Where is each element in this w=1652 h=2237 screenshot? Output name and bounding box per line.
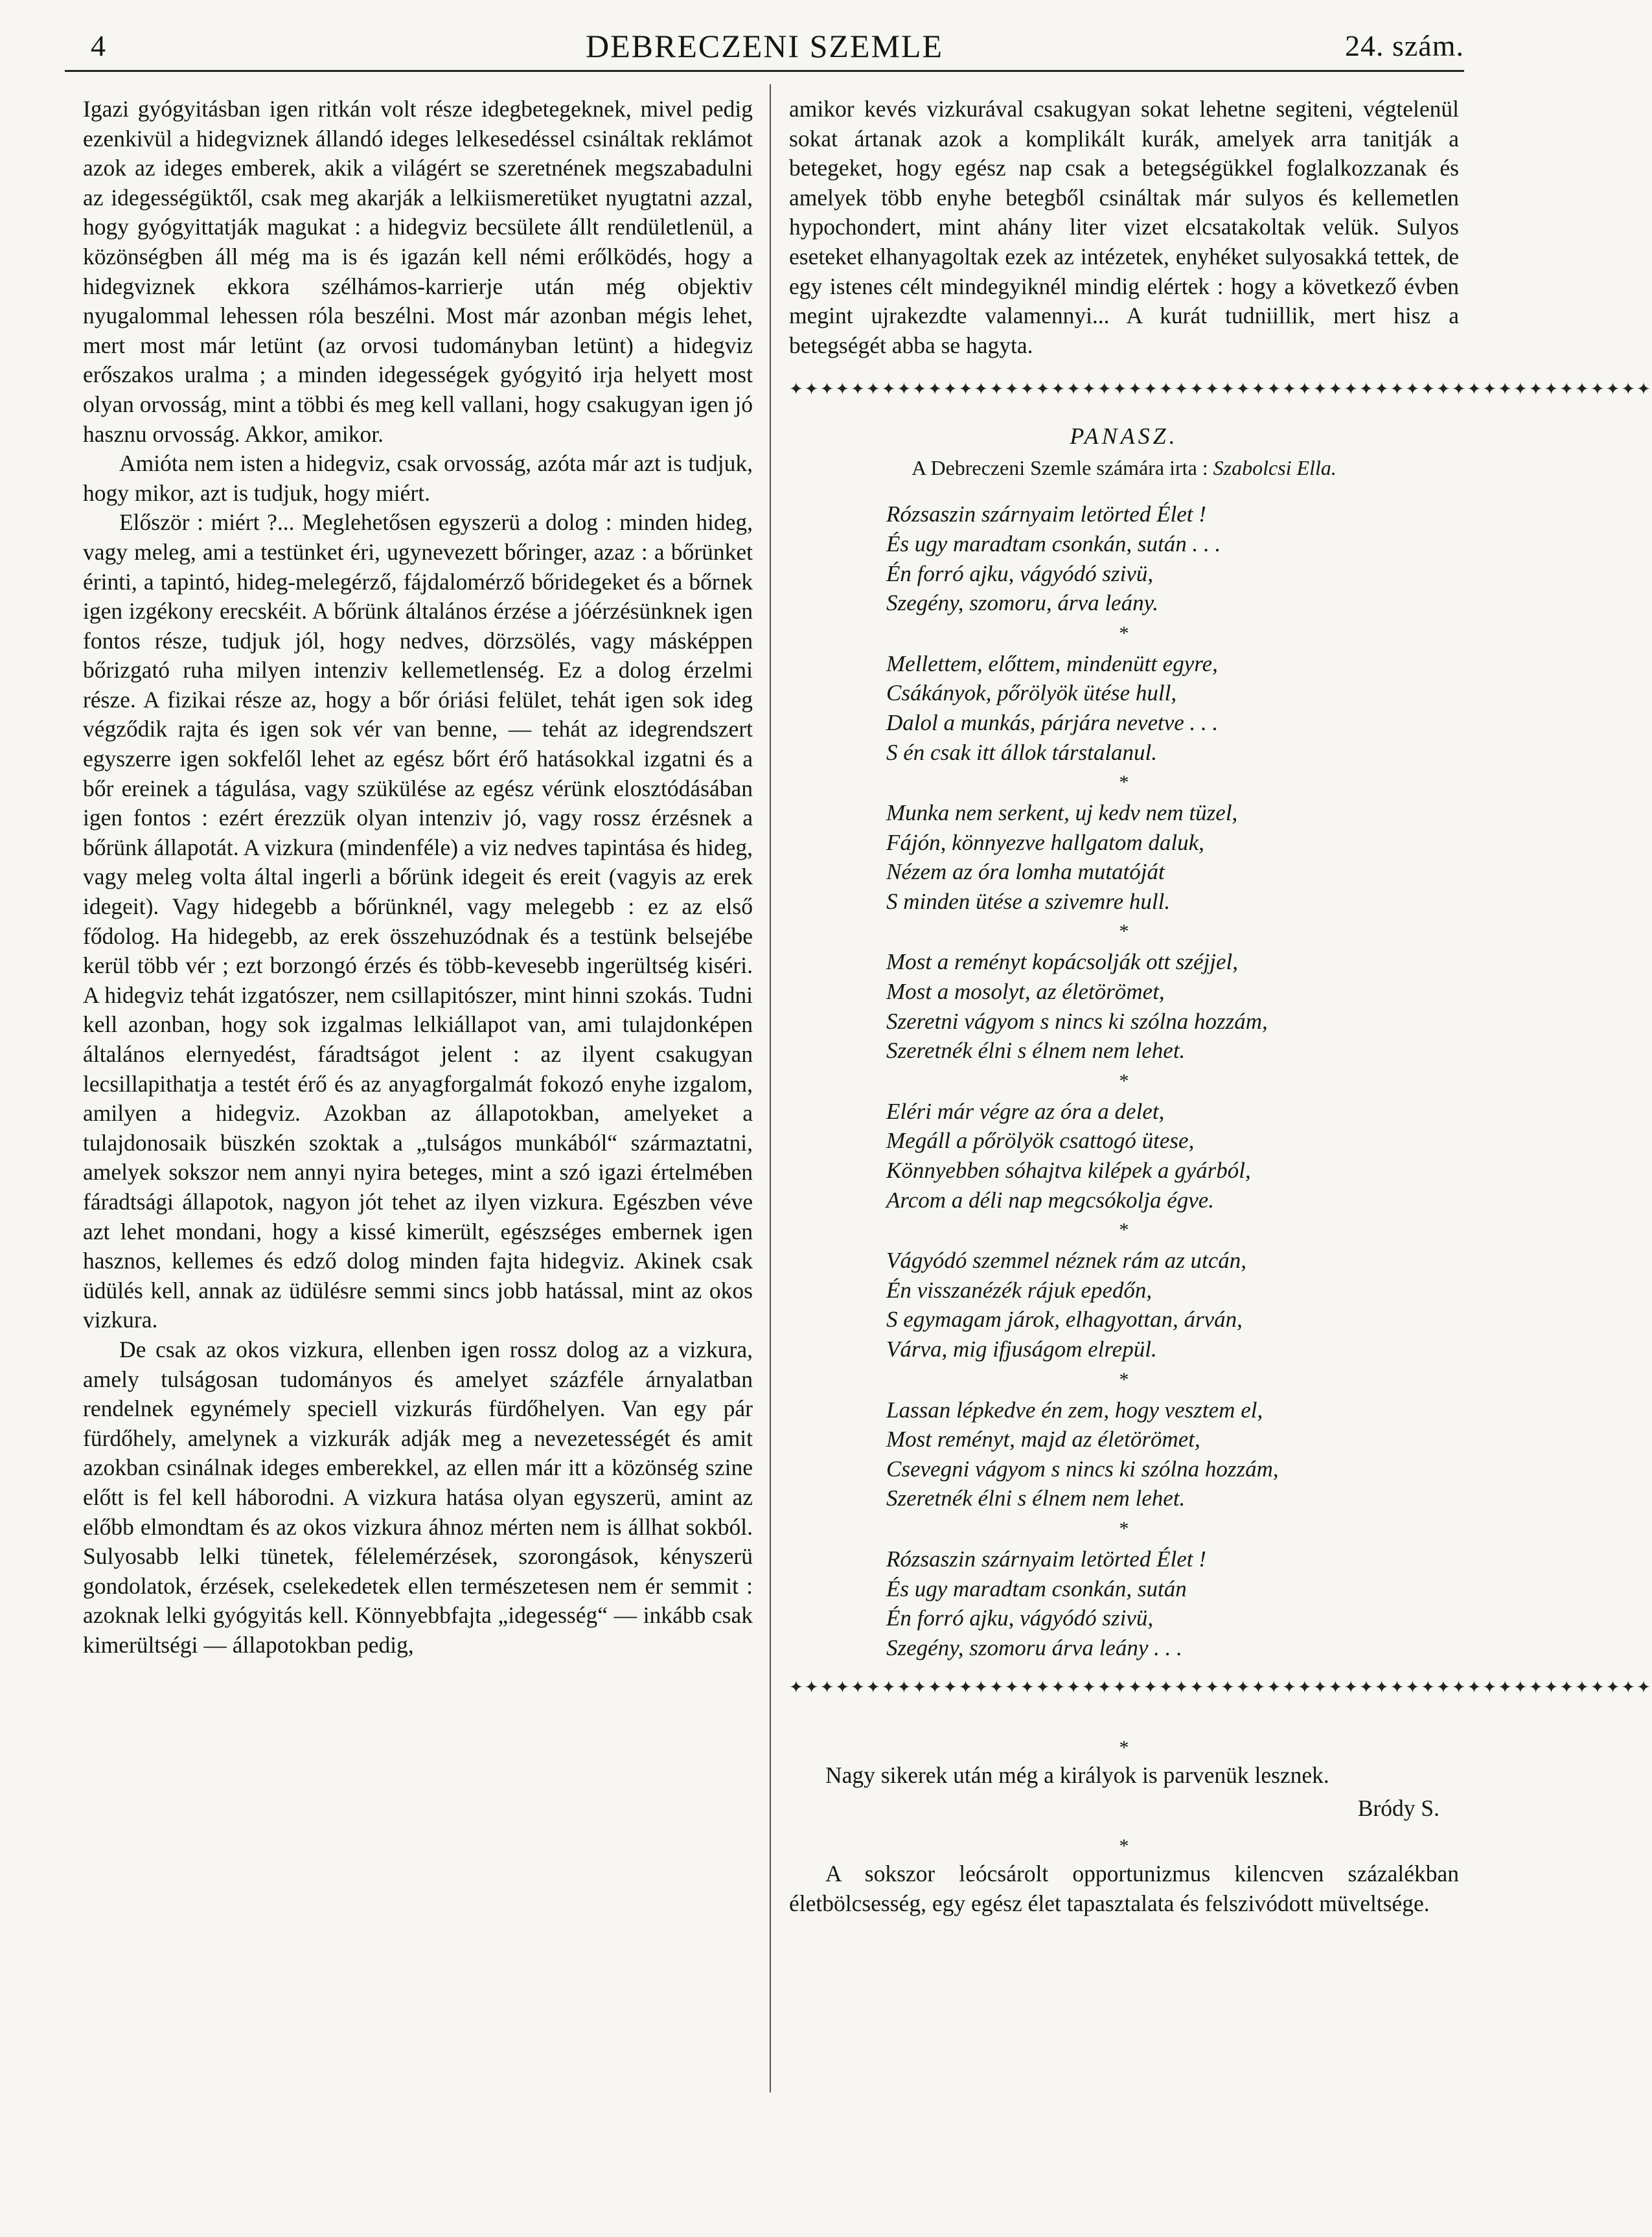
- poem-line: És ugy maradtam csonkán, sután: [886, 1576, 1187, 1601]
- stanza-separator: *: [1119, 1368, 1129, 1390]
- aphorism-text: A sokszor leócsárolt opportunizmus kilencven százalékban életbölcsesség, egy egész élet tapasztalata és felszivódott müveltsége.: [789, 1860, 1459, 1916]
- poem-line: Szegény, szomoru, árva leány.: [886, 590, 1158, 616]
- left-column: [83, 95, 753, 1660]
- poem-byline: [789, 456, 1459, 480]
- poem-body: [886, 499, 1459, 1662]
- poem-line: Rózsaszin szárnyaim letörted Élet !: [886, 1546, 1206, 1572]
- poem-line: Csákányok, pőrölyök ütése hull,: [886, 680, 1177, 706]
- aphorism-text: Nagy sikerek után még a királyok is parvenük lesznek.: [825, 1762, 1329, 1789]
- poem-title: PANASZ.: [1070, 423, 1178, 450]
- poem-line: Rózsaszin szárnyaim letörted Élet !: [886, 501, 1206, 527]
- article-paragraph: Először : miért ?... Meglehetősen egyszerü a dolog : minden hideg, vagy meleg, ami a testünket éri, ugynevezett bőringer, azaz : a bőrünket érinti, a tapintó, hideg-melegérző, fájdalomérző bőridegeket és a bőrnek igen izgékony erecskéit. A bőrünk általános érzése a jóérzésünknek igen fontos része, tudjuk jól, hogy nedves, dörzsölés, vagy másképpen bőrizgató ruha milyen intenziv kellemetlenség. Ez a dolog érzelmi része. A fizikai része az, hogy a bőr óriási felület, tehát igen sok ideg végződik rajta és igen sok vér van benne, — tehát az idegrendszert egyszerre igen sokfelől lehet az egész bőrt érő hatásokkal izgatni és a bőr ereinek a tágulása, vagy szükülése az egész vérünk elosztódásában igen fontos : ezért érezzük olyan intenziv jó, vagy rossz érzésnek a bőrünk állapotát. A vizkura (mindenféle) a viz nedves tapintása és hideg, vagy meleg volta által ingerli a bőrünk idegeit és ereit (vagyis az erek idegeit). Vagy hidegebb a bőrünknél, vagy melegebb : ez az első fődolog. Ha hidegebb, az erek összehuzódnak és a testünk belsejébe kerül több vér ; ezt borzongó érzés és több-kevesebb ingerültség kiséri. A hidegviz tehát izgatószer, nem csillapitószer, mint hinni szokás. Tudni kell azonban, hogy sok izgalmas lelkiállapot van, ami tulajdonképen általános elernyedést, fáradtságot jelent : az ilyent csakugyan lecsillapithatja a testét érő és az anyagforgalmát fokozó enyhe izgalom, amilyen a hidegviz. Azokban az állapotokban, amelyeket a tulajdonosaik büszkén szoktak a „tulságos munkából“ származtatni, amelyek sokszor nem annyi nyira beteges, mint a szó igazi értelmében fáradtsági állapotok, nagyon jót tehet az ilyen vizkura. Egészben véve azt lehet mondani, hogy a kissé kimerült, egészséges embernek igen hasznos, kellemes és edző dolog minden fajta hidegviz. Akinek csak üdülés kell, annak az üdülésre semmi sincs jobb hatással, mint az okos vizkura.: [83, 509, 753, 1333]
- poem-line: S minden ütése a szivemre hull.: [886, 888, 1171, 914]
- aphorism-separator: *: [1119, 1737, 1129, 1759]
- ornament-rule-top: ✦✦✦✦✦✦✦✦✦✦✦✦✦✦✦✦✦✦✦✦✦✦✦✦✦✦✦✦✦✦✦✦✦✦✦✦✦✦✦✦✦✦✦✦✦✦✦✦✦✦✦✦✦✦✦✦: [789, 380, 1652, 399]
- column-divider: [770, 84, 771, 2093]
- poem-line: Csevegni vágyom s nincs ki szólna hozzám,: [886, 1456, 1279, 1482]
- right-column: [789, 95, 1652, 1918]
- stanza-separator: *: [1119, 1070, 1129, 1092]
- poem-line: Lassan lépkedve én zem, hogy vesztem el,: [886, 1397, 1263, 1423]
- stanza-separator: *: [1119, 622, 1129, 644]
- article-paragraph: Amióta nem isten a hidegviz, csak orvosság, azóta már azt is tudjuk, hogy mikor, azt is tudjuk, hogy miért.: [83, 450, 753, 506]
- poem-byline-prefix: A Debreczeni Szemle számára irta :: [912, 456, 1208, 480]
- poem-stanza: [886, 1097, 1459, 1215]
- poem-line: Most a mosolyt, az életörömet,: [886, 979, 1165, 1005]
- poem-line: Szeretni vágyom s nincs ki szólna hozzám,: [886, 1008, 1268, 1034]
- poem-line: Én forró ajku, vágyódó szivü,: [886, 1605, 1154, 1631]
- poem-line: Most reményt, majd az életörömet,: [886, 1427, 1200, 1452]
- poem-line: Most a reményt kopácsolják ott széjjel,: [886, 949, 1239, 975]
- poem-line: Vágyódó szemmel néznek rám az utcán,: [886, 1248, 1247, 1274]
- poem-stanza: [886, 1395, 1459, 1513]
- poem-line: S én csak itt állok társtalanul.: [886, 739, 1158, 765]
- poem-line: És ugy maradtam csonkán, sután . . .: [886, 531, 1221, 556]
- stanza-separator: *: [1119, 772, 1129, 794]
- poem-line: Várva, mig ifjuságom elrepül.: [886, 1336, 1157, 1362]
- ornament-rule-bottom: ✦✦✦✦✦✦✦✦✦✦✦✦✦✦✦✦✦✦✦✦✦✦✦✦✦✦✦✦✦✦✦✦✦✦✦✦✦✦✦✦✦✦✦✦✦✦✦✦✦✦✦✦✦✦✦✦: [789, 1678, 1652, 1697]
- poem-line: Dalol a munkás, párjára nevetve . . .: [886, 709, 1219, 735]
- header-rule: [65, 70, 1464, 72]
- article-paragraph: De csak az okos vizkura, ellenben igen rossz dolog az a vizkura, amely tulságosan tudományos és amelyet százféle árnyalatban rendelnek egynémely speciell vizkurás fürdőhelyen. Van egy pár fürdőhely, amelynek a vizkurák adják meg a nevezetességét és amit azokban csinálnak ideges emberekkel, az ellen már itt a közönség szine előtt is fel kell háborodni. A vizkura hatása olyan egyszerü, amint az előbb elmondtam és az okos vizkura áhnoz mérten nem is állhat sokból. Sulyosabb lelki tünetek, félelemérzések, szorongások, kényszerü gondolatok, érzések, cselekedetek ellen természetesen nem ér semmit : azoknak lelki gyógyitás kell. Könnyebbfajta „idegesség“ — inkább csak kimerültségi — állapotokban pedig,: [83, 1336, 753, 1658]
- poem-line: Szeretnék élni s élnem nem lehet.: [886, 1038, 1186, 1064]
- poem-line: Munka nem serkent, uj kedv nem tüzel,: [886, 800, 1238, 826]
- poem-line: Arcom a déli nap megcsókolja égve.: [886, 1187, 1215, 1213]
- poem-line: Szegény, szomoru árva leány . . .: [886, 1635, 1182, 1660]
- poem-stanza: [886, 947, 1459, 1065]
- poem-stanza: [886, 1246, 1459, 1364]
- poem-author: Szabolcsi Ella.: [1213, 456, 1337, 480]
- page-header: [65, 23, 1464, 69]
- poem-line: Szeretnék élni s élnem nem lehet.: [886, 1486, 1186, 1511]
- article-paragraph: Igazi gyógyitásban igen ritkán volt része idegbetegeknek, mivel pedig ezenkivül a hidegviznek állandó ideges lelkesedéssel csináltak reklámot azok az ideges emberek, akik a világért se szeretnének megszabadulni az idegességüktől, csak meg akarják a lelkiismeretüket nyugtatni azzal, hogy gyógyittatják magukat : a hidegviz becsülete állt rendületlenül, a közönségben áll még ma is és igazán kell némi erőlködés, hogy a hidegviznek ekkora szélhámos-karrierje után még objektiv nyugalommal lehessen róla beszélni. Most már azonban mégis lehet, mert most már letünt (az orvosi tudományban letünt) a hidegviz erőszakos uralma ; a minden idegességek gyógyitó irja helyett most olyan orvosság, mint a többi és meg kell vallani, hogy csakugyan igen jó hasznu orvosság. Akkor, amikor.: [83, 96, 753, 447]
- page-number: 4: [91, 29, 106, 62]
- poem-line: Fájón, könnyezve hallgatom daluk,: [886, 829, 1204, 855]
- poem-stanza: [886, 1544, 1459, 1662]
- poem-line: Könnyebben sóhajtva kilépek a gyárból,: [886, 1158, 1251, 1184]
- poem-line: S egymagam járok, elhagyottan, árván,: [886, 1307, 1243, 1333]
- poem-line: Én forró ajku, vágyódó szivü,: [886, 560, 1154, 586]
- poem-line: Nézem az óra lomha mutatóját: [886, 859, 1165, 885]
- poem-line: Eléri már végre az óra a delet,: [886, 1098, 1165, 1124]
- issue-number: 24. szám.: [1344, 29, 1464, 62]
- journal-title: DEBRECZENI SZEMLE: [585, 28, 944, 64]
- poem-line: Én visszanézék rájuk epedőn,: [886, 1277, 1153, 1303]
- aphorism-author: Bródy S.: [1357, 1795, 1440, 1821]
- poem-stanza: [886, 649, 1459, 767]
- stanza-separator: *: [1119, 921, 1129, 943]
- poem-stanza: [886, 499, 1459, 617]
- article-paragraph-continued: amikor kevés vizkurával csakugyan sokat lehetne segiteni, végtelenül sokat ártanak azok a komplikált kurák, amelyek arra tanitják a betegeket, hogy egész nap csak a betegségükkel foglalkozzanak és amelyek több enyhe betegből csináltak már sulyos és kellemetlen hypochondert, mint ahány liter vizet elcsatakoltak velük. Sulyos eseteket elhanyagoltak ezek az intézetek, enyhéket sulyosakká tettek, de egy istenes célt mindegyiknél mindig elértek : hogy a következő évben megint ujrakezdte valamennyi... A kurát tudniillik, mert hisz a betegségét abba se hagyta.: [789, 96, 1459, 358]
- stanza-separator: *: [1119, 1219, 1129, 1241]
- poem-line: Megáll a pőrölyök csattogó ütese,: [886, 1128, 1195, 1154]
- stanza-separator: *: [1119, 1517, 1129, 1539]
- poem-stanza: [886, 798, 1459, 916]
- poem-line: Mellettem, előttem, mindenütt egyre,: [886, 650, 1218, 676]
- aphorism-separator: *: [1119, 1835, 1129, 1857]
